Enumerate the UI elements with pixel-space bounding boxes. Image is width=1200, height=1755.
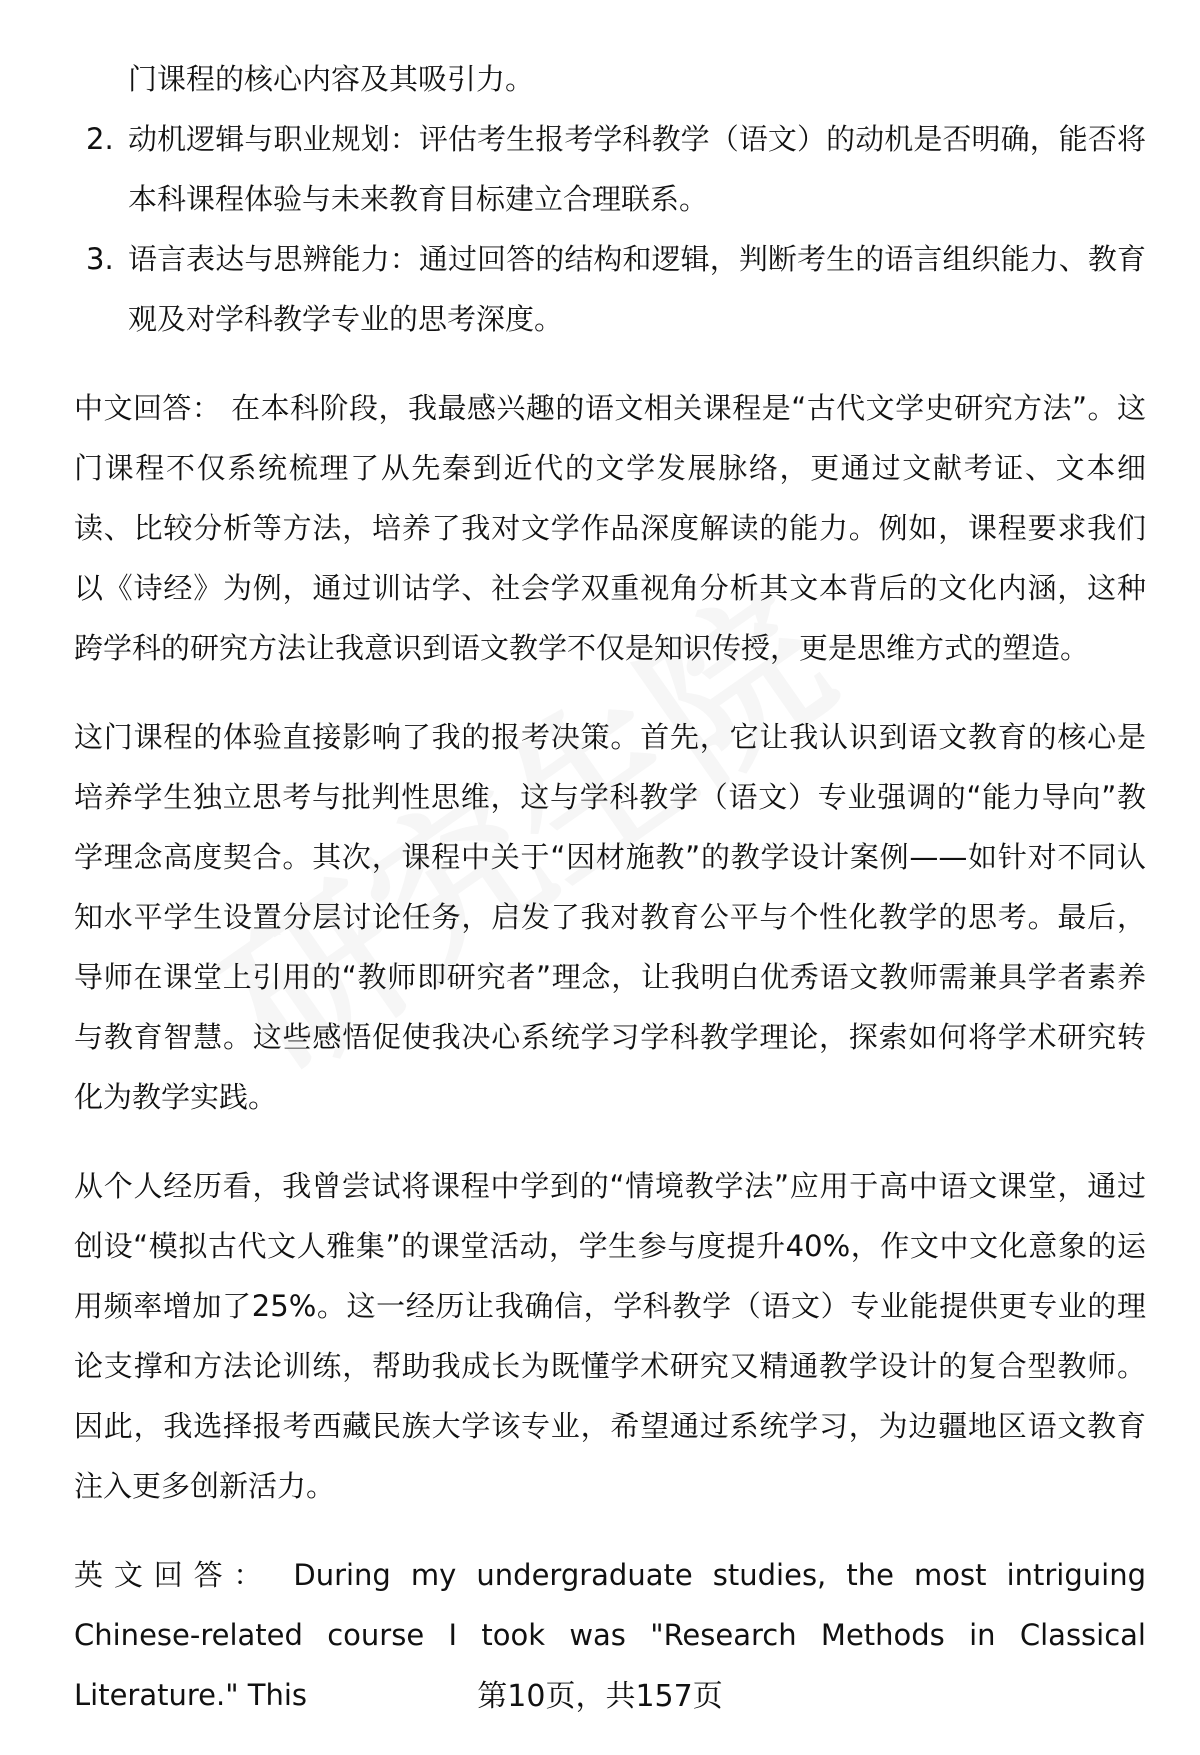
- list-item: [74, 229, 1146, 349]
- list-item: [74, 109, 1146, 229]
- list-text: 动机逻辑与职业规划：评估考生报考学科教学（语文）的动机是否明确，能否将本科课程体验与未来教育目标建立合理联系。: [128, 122, 1146, 216]
- criteria-list: [74, 49, 1146, 349]
- list-number: 3.: [86, 242, 114, 276]
- list-number: 2.: [86, 122, 114, 156]
- paragraph: 这门课程的体验直接影响了我的报考决策。首先，它让我认识到语文教育的核心是培养学生独立思考与批判性思维，这与学科教学（语文）专业强调的“能力导向”教学理念高度契合。其次，课程中关于“因材施教”的教学设计案例——如针对不同认知水平学生设置分层讨论任务，启发了我对教育公平与个性化教学的思考。最后，导师在课堂上引用的“教师即研究者”理念，让我明白优秀语文教师需兼具学者素养与教育智慧。这些感悟促使我决心系统学习学科教学理论，探索如何将学术研究转化为教学实践。: [74, 720, 1146, 1114]
- english-answer-paragraph: 英文回答： During my undergraduate studies, the most intriguing Chinese-related course I took was "Research Methods in Classical Literature." This: [74, 1558, 1146, 1712]
- list-text: 语言表达与思辨能力：通过回答的结构和逻辑，判断考生的语言组织能力、教育观及对学科教学专业的思考深度。: [128, 242, 1146, 336]
- chinese-answer-paragraph: 中文回答： 在本科阶段，我最感兴趣的语文相关课程是“古代文学史研究方法”。这门课程不仅系统梳理了从先秦到近代的文学发展脉络，更通过文献考证、文本细读、比较分析等方法，培养了我对文学作品深度解读的能力。例如，课程要求我们以《诗经》为例，通过训诂学、社会学双重视角分析其文本背后的文化内涵，这种跨学科的研究方法让我意识到语文教学不仅是知识传授，更是思维方式的塑造。: [74, 391, 1146, 665]
- page-number: 第10页，共157页: [477, 1679, 723, 1714]
- document-body: [74, 49, 1146, 1754]
- paragraph: 从个人经历看，我曾尝试将课程中学到的“情境教学法”应用于高中语文课堂，通过创设“模拟古代文人雅集”的课堂活动，学生参与度提升40%，作文中文化意象的运用频率增加了25%。这一经历让我确信，学科教学（语文）专业能提供更专业的理论支撑和方法论训练，帮助我成长为既懂学术研究又精通教学设计的复合型教师。因此，我选择报考西藏民族大学该专业，希望通过系统学习，为边疆地区语文教育注入更多创新活力。: [74, 1169, 1146, 1503]
- list-item-continuation: 门课程的核心内容及其吸引力。: [128, 62, 535, 96]
